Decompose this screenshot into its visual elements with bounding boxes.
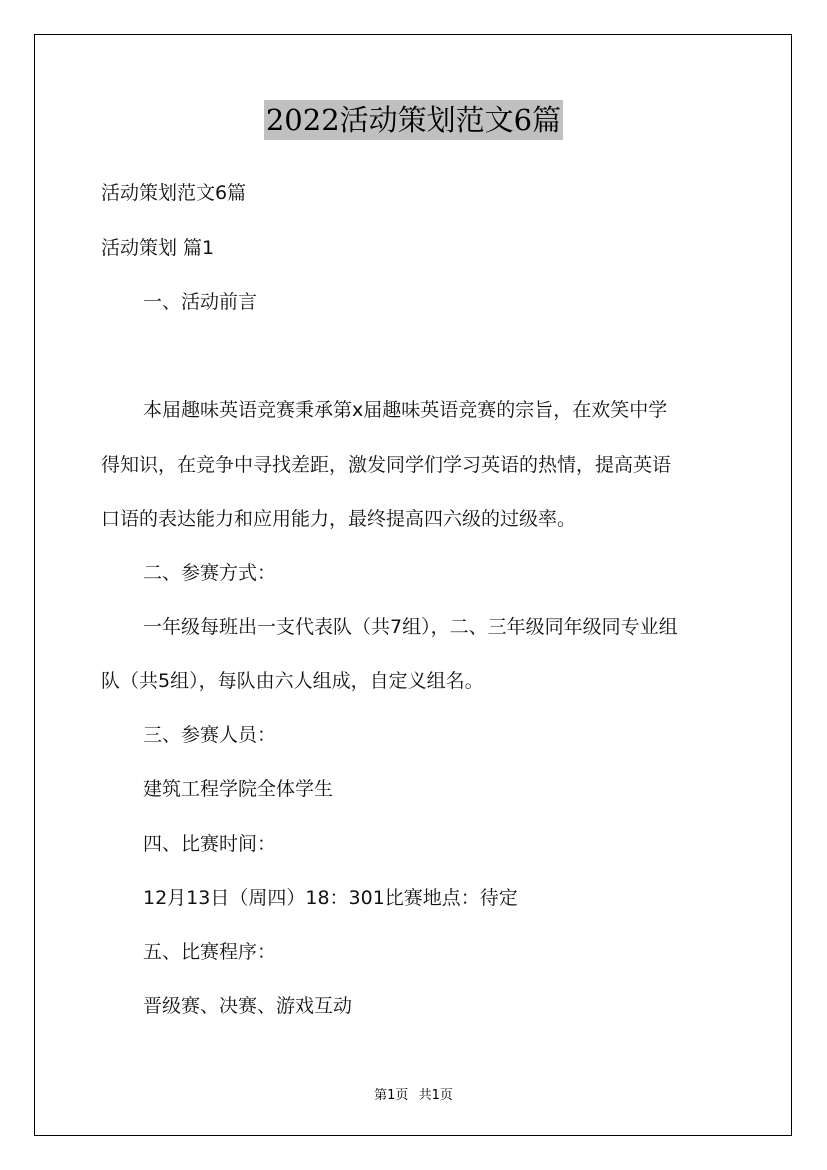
doc-line: 活动策划 篇1: [101, 237, 215, 259]
section-heading: 四、比赛时间：: [143, 833, 277, 855]
title-text: 2022活动策划范文6篇: [264, 100, 563, 140]
doc-line: 活动策划范文6篇: [101, 182, 247, 204]
paragraph-line: 12月13日（周四）18：301比赛地点：待定: [143, 887, 518, 909]
paragraph-line: 一年级每班出一支代表队（共7组），二、三年级同年级同专业组: [143, 616, 678, 638]
paragraph-line: 建筑工程学院全体学生: [143, 778, 334, 800]
document-title: [0, 100, 827, 140]
section-heading: 三、参赛人员：: [143, 724, 277, 746]
section-heading: 一、活动前言: [143, 291, 258, 313]
page-footer: [0, 1084, 827, 1103]
page-total: 共1页: [418, 1088, 453, 1103]
paragraph-line: 本届趣味英语竞赛秉承第x届趣味英语竞赛的宗旨，在欢笑中学: [143, 399, 668, 421]
paragraph-line: 得知识，在竞争中寻找差距，激发同学们学习英语的热情，提高英语: [101, 454, 672, 476]
section-heading: 二、参赛方式：: [143, 562, 277, 584]
paragraph-line: 队（共5组），每队由六人组成，自定义组名。: [101, 670, 484, 692]
section-heading: 五、比赛程序：: [143, 941, 277, 963]
paragraph-line: 晋级赛、决赛、游戏互动: [143, 995, 353, 1017]
page-number: 第1页: [374, 1088, 409, 1103]
paragraph-line: 口语的表达能力和应用能力，最终提高四六级的过级率。: [101, 508, 577, 530]
